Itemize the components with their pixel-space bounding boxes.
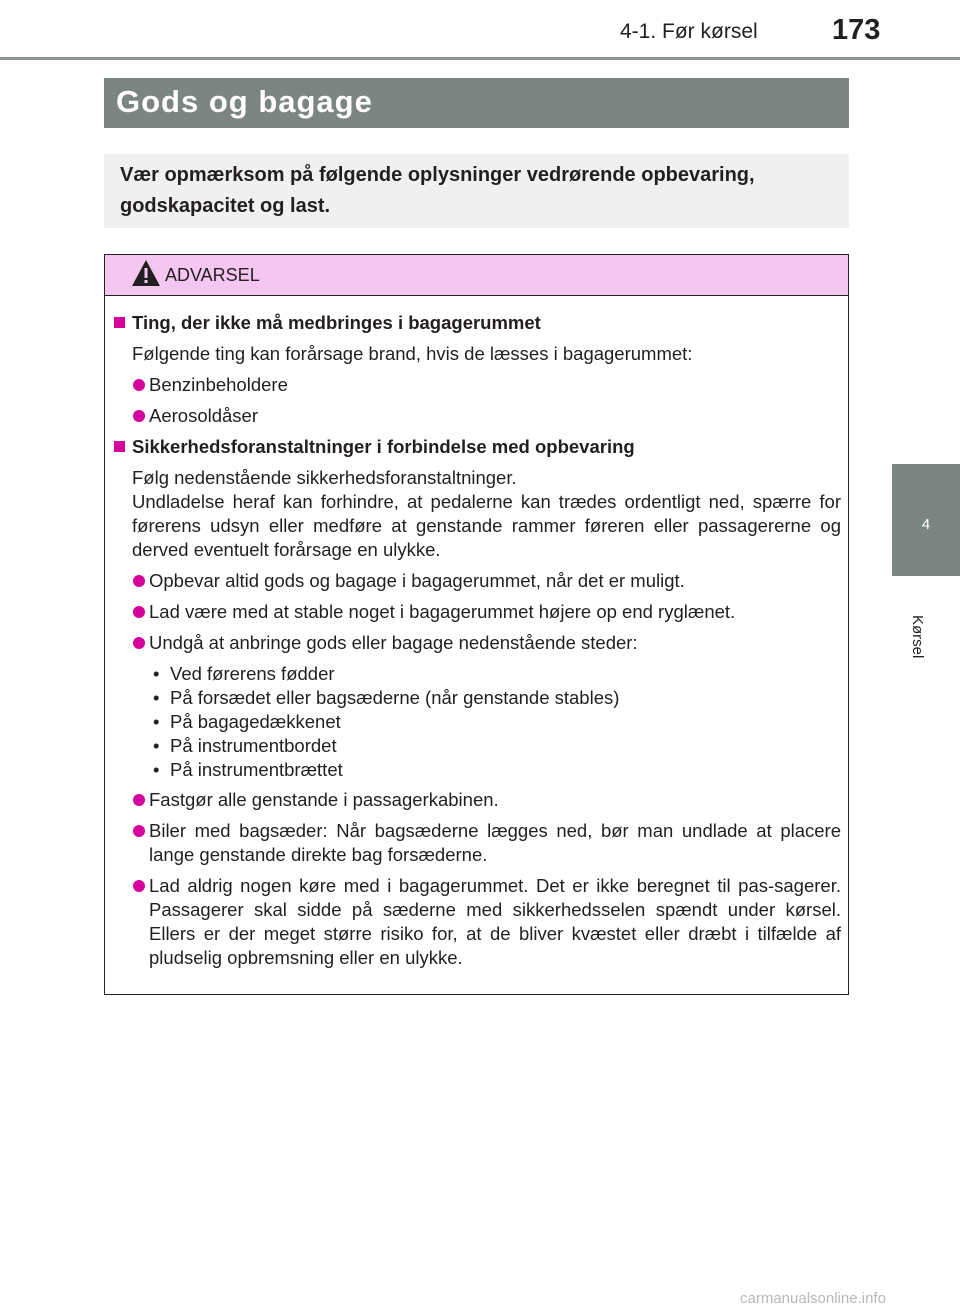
list-item: Undgå at anbringe gods eller bagage nedenstående steder: bbox=[111, 631, 841, 655]
watermark: carmanualsonline.info bbox=[740, 1290, 886, 1307]
header-divider bbox=[0, 57, 960, 60]
round-bullet-icon bbox=[133, 825, 145, 837]
sub-list-item: • På forsædet eller bagsæderne (når genstande stables) bbox=[153, 687, 620, 708]
chapter-label: Kørsel bbox=[909, 615, 926, 659]
list-item: Lad aldrig nogen køre med i bagagerummet. Det er ikke beregnet til pas-sagerer. Passagerer skal sidde på sæderne med sikkerhedsselen spændt under kørsel. Ellers er der meget større risiko for, at de bliver kvæstet eller dræbt i tilfælde af pludselig opbremsning eller en ulykke. bbox=[111, 874, 841, 970]
warning-title: ADVARSEL bbox=[165, 265, 260, 285]
warning-header bbox=[105, 255, 848, 296]
paragraph: Følgende ting kan forårsage brand, hvis de læsses i bagagerummet: bbox=[132, 343, 693, 364]
title-banner bbox=[104, 78, 849, 128]
list-item: Lad være med at stable noget i bagagerummet højere op end ryglænet. bbox=[111, 600, 841, 624]
warning-section bbox=[111, 311, 841, 428]
round-bullet-icon bbox=[133, 880, 145, 892]
section-heading: Ting, der ikke må medbringes i bagagerummet bbox=[111, 311, 841, 335]
warning-triangle-icon bbox=[131, 258, 161, 288]
sub-list-item: • På bagagedækkenet bbox=[153, 711, 341, 732]
square-bullet-icon bbox=[114, 317, 125, 328]
list-item: Aerosoldåser bbox=[111, 404, 841, 428]
sub-list-item: • På instrumentbordet bbox=[153, 735, 337, 756]
section-title: 4-1. Før kørsel bbox=[620, 20, 758, 43]
warning-content bbox=[111, 311, 841, 977]
list-item: Opbevar altid gods og bagage i bagagerummet, når det er muligt. bbox=[111, 569, 841, 593]
round-bullet-icon bbox=[133, 606, 145, 618]
chapter-number: 4 bbox=[921, 516, 931, 533]
round-bullet-icon bbox=[133, 379, 145, 391]
round-bullet-icon bbox=[133, 575, 145, 587]
chapter-tab bbox=[892, 464, 960, 576]
round-bullet-icon bbox=[133, 794, 145, 806]
round-bullet-icon bbox=[133, 410, 145, 422]
square-bullet-icon bbox=[114, 441, 125, 452]
sub-list-item: • Ved førerens fødder bbox=[153, 663, 335, 684]
page-title: Gods og bagage bbox=[116, 84, 373, 119]
page-number: 173 bbox=[832, 14, 881, 46]
sub-list-item: • På instrumentbrættet bbox=[153, 759, 343, 780]
warning-box bbox=[104, 254, 849, 995]
round-bullet-icon bbox=[133, 637, 145, 649]
intro-text: Vær opmærksom på følgende oplysninger vedrørende opbevaring, godskapacitet og last. bbox=[120, 164, 755, 217]
warning-section bbox=[111, 435, 841, 970]
list-item: Biler med bagsæder: Når bagsæderne lægges ned, bør man undlade at placere lange genstande direkte bag forsæderne. bbox=[111, 819, 841, 867]
list-item: Fastgør alle genstande i passagerkabinen. bbox=[111, 788, 841, 812]
paragraph: Følg nedenstående sikkerhedsforanstaltninger. Undladelse heraf kan forhindre, at pedalerne kan trædes ordentligt ned, spærre for førerens udsyn eller medføre at genstande rammer føreren eller passagererne og derved eventuelt forårsage en ulykke. bbox=[132, 467, 841, 560]
list-item: Benzinbeholdere bbox=[111, 373, 841, 397]
sub-list bbox=[111, 662, 841, 782]
section-heading: Sikkerhedsforanstaltninger i forbindelse med opbevaring bbox=[111, 435, 841, 459]
intro-box bbox=[104, 154, 849, 228]
